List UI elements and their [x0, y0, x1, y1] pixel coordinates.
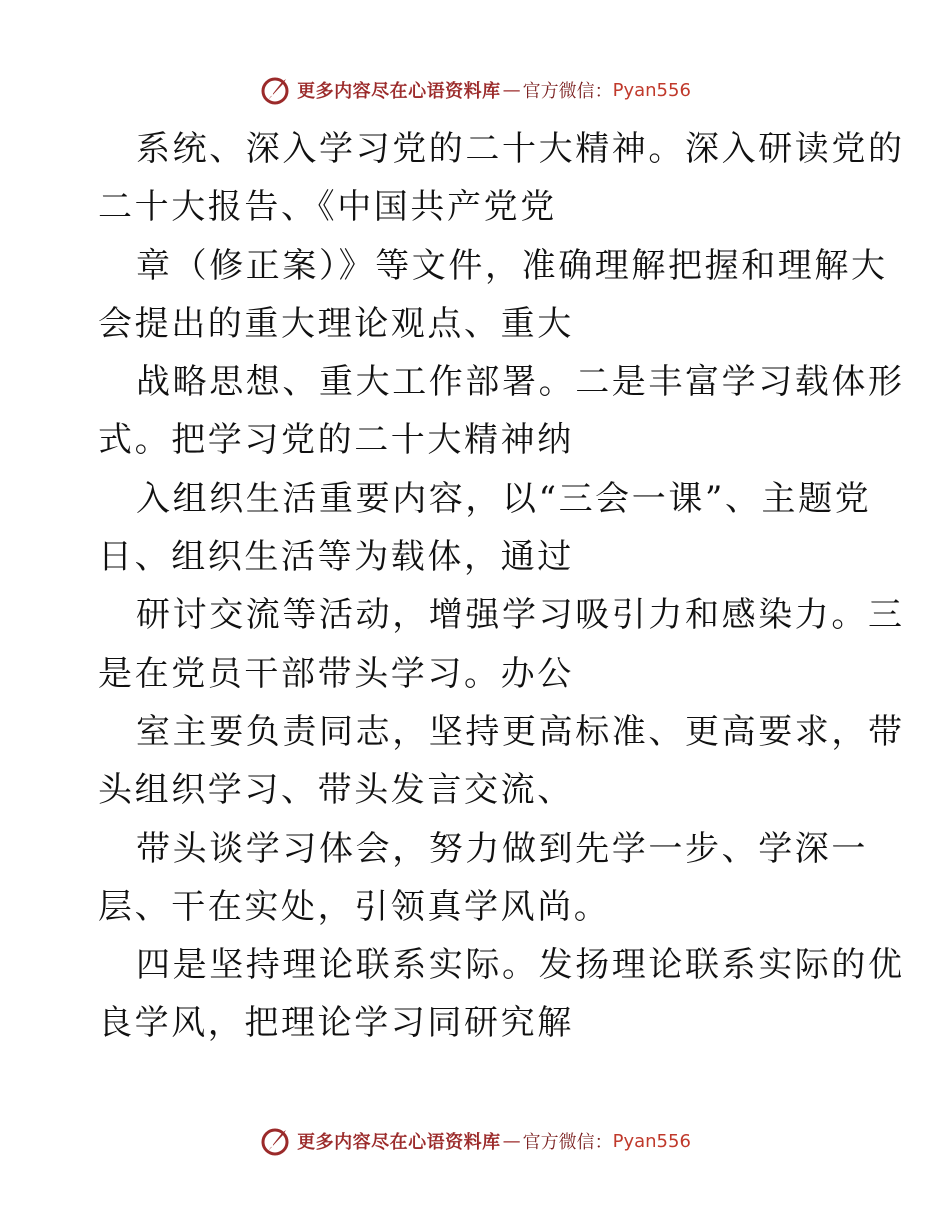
- text-line: 章（修正案）》等文件，准确理解把握和理解大: [136, 245, 888, 286]
- text-line: 头组织学习、带头发言交流、: [98, 770, 574, 811]
- watermark-site-text: 更多内容尽在心语资料库: [297, 1132, 501, 1153]
- watermark-wechat-label: 官方微信：: [522, 81, 613, 102]
- footer-watermark: [0, 1121, 950, 1161]
- watermark-separator: —: [502, 79, 521, 101]
- text-line: 日、组织生活等为载体，通过: [98, 537, 574, 578]
- quill-circle-icon: [259, 74, 291, 106]
- watermark-wechat-label: 官方微信：: [522, 1132, 613, 1153]
- text-line: 会提出的重大理论观点、重大: [98, 303, 574, 344]
- text-line: 是在党员干部带头学习。办公: [98, 653, 574, 694]
- text-line: 四是坚持理论联系实际。发扬理论联系实际的优: [136, 945, 905, 986]
- text-line: 层、干在实处，引领真学风尚。: [98, 886, 611, 927]
- text-line: 式。把学习党的二十大精神纳: [98, 420, 574, 461]
- watermark-separator: —: [502, 1130, 521, 1152]
- watermark-wechat-id: Pyan556: [612, 79, 691, 101]
- text-line: 二十大报告、《中国共产党党: [98, 187, 557, 228]
- header-watermark: [0, 70, 950, 110]
- text-line: 研讨交流等活动，增强学习吸引力和感染力。三: [136, 595, 905, 636]
- text-line: 系统、深入学习党的二十大精神。深入研读党的: [136, 129, 905, 169]
- quill-circle-icon: [259, 1125, 291, 1157]
- text-line: 带头谈学习体会，努力做到先学一步、学深一: [136, 828, 868, 869]
- text-line: 入组织生活重要内容，以“三会一课”、主题党: [136, 478, 872, 519]
- document-body: [98, 120, 905, 1053]
- text-line: 良学风，把理论学习同研究解: [98, 1003, 574, 1044]
- watermark-wechat-id: Pyan556: [612, 1130, 691, 1152]
- text-line: 战略思想、重大工作部署。二是丰富学习载体形: [136, 362, 905, 403]
- watermark-site-text: 更多内容尽在心语资料库: [297, 81, 501, 102]
- text-line: 室主要负责同志，坚持更高标准、更高要求，带: [136, 711, 905, 752]
